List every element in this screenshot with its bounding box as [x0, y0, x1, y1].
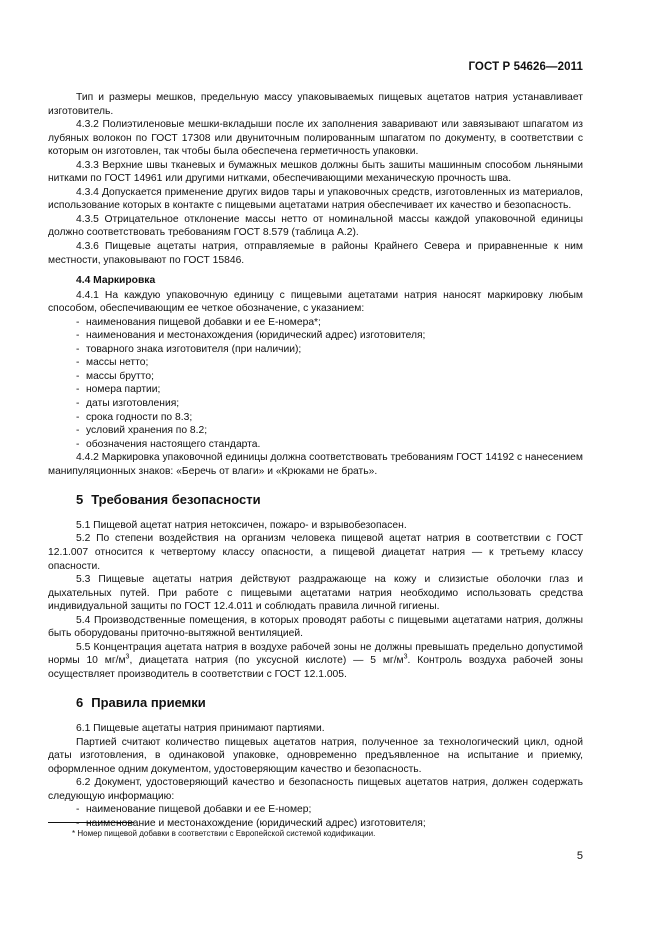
page-number: 5	[576, 850, 583, 862]
paragraph-5-3: 5.3 Пищевые ацетаты натрия действуют раздражающе на кожу и слизистые оболочки глаз и дыхательных путей. При работе с пищевыми ацетатами натрия необходимо использовать средства индивидуальной защиты по ГОСТ 12.4.011 и соблюдать правила личной гигиены.	[48, 574, 583, 613]
superscript: 3	[125, 653, 130, 661]
section-heading-5	[76, 493, 583, 507]
list-item: - наименования пищевой добавки и ее Е-номера*;	[48, 316, 583, 330]
paragraph-4-3-4: 4.3.4 Допускается применение других видов тары и упаковочных средств, изготовленных из материалов, использование которых в контакте с пищевыми ацетатами натрия обеспечивает их качество и безопасность.	[48, 186, 583, 212]
marking-list	[48, 316, 583, 451]
paragraph-6-1-batch: Партией считают количество пищевых ацетатов натрия, полученное за технологический цикл, одной даты изготовления, в одинаковой упаковке, одновременно предъявленное на испытание и приемку, оформленное одним документом, удостоверяющим качество и безопасность.	[48, 736, 583, 775]
section-number: 5	[76, 492, 84, 508]
document-info-list	[48, 803, 583, 830]
footnote-divider	[48, 822, 134, 823]
paragraph-4-4-2: 4.4.2 Маркировка упаковочной единицы должна соответствовать требованиям ГОСТ 14192 с нанесением манипуляционных знаков: «Беречь от влаги» и «Крюками не брать».	[48, 452, 583, 477]
list-item: - наименование пищевой добавки и ее Е-номер;	[48, 803, 583, 817]
paragraph-5-5: 5.5 Концентрация ацетата натрия в воздухе рабочей зоны не должны превышать предельно допустимой нормы 10 $мг/м^3$, диацетата натрия (по уксусной кислоте) — 5 $мг/м^3$. Контроль воздуха рабочей зоны осуществляет производитель в соответствии с ГОСТ 12.1.005.	[48, 641, 583, 680]
standard-header: ГОСТ Р 54626—2011	[468, 61, 583, 73]
paragraph-4-3-2: 4.3.2 Полиэтиленовые мешки-вкладыши после их заполнения заваривают или завязывают шпагатом из лубяных волокон по ГОСТ 17308 или двуниточным полированным шпагатом по документу, в соответствии с которым он изготовлен, так чтобы была обеспечена герметичность упаковки.	[48, 119, 583, 158]
paragraph-4-3-1-tail: Тип и размеры мешков, предельную массу упаковываемых пищевых ацетатов натрия устанавливает изготовитель.	[48, 92, 583, 117]
section-title: Правила приемки	[91, 695, 206, 711]
list-item: - товарного знака изготовителя (при наличии);	[48, 343, 583, 357]
list-item: - даты изготовления;	[48, 397, 583, 411]
footnote: * Номер пищевой добавки в соответствии с Европейской системой кодификации.	[72, 829, 376, 838]
list-item: - обозначения настоящего стандарта.	[48, 438, 583, 452]
paragraph-6-2: 6.2 Документ, удостоверяющий качество и безопасность пищевых ацетатов натрия, должен содержать следующую информацию:	[48, 777, 583, 802]
paragraph-5-4: 5.4 Производственные помещения, в которых проводят работы с пищевыми ацетатами натрия, должны быть оборудованы приточно-вытяжной вентиляцией.	[48, 614, 583, 640]
paragraph-4-3-3: 4.3.3 Верхние швы тканевых и бумажных мешков должны быть зашиты машинным способом льняными нитками по ГОСТ 14961 или другими нитками, обеспечивающими механическую прочность шва.	[48, 159, 583, 185]
list-item: - условий хранения по 8.2;	[48, 424, 583, 438]
list-item: - массы нетто;	[48, 356, 583, 370]
list-item: - наименование и местонахождение (юридический адрес) изготовителя;	[48, 817, 583, 831]
paragraph-4-3-5: 4.3.5 Отрицательное отклонение массы нетто от номинальной массы каждой упаковочной единицы должно соответствовать требованиям ГОСТ 8.579 (таблица А.2).	[48, 213, 583, 239]
list-item: - номера партии;	[48, 383, 583, 397]
list-item: - массы брутто;	[48, 370, 583, 384]
list-item: - наименования и местонахождения (юридический адрес) изготовителя;	[48, 329, 583, 343]
document-body	[48, 91, 583, 830]
list-item: - срока годности по 8.3;	[48, 411, 583, 425]
paragraph-4-4-1: 4.4.1 На каждую упаковочную единицу с пищевыми ацетатами натрия наносят маркировку любым способом, обеспечивающим ее четкое обозначение, с указанием:	[48, 289, 583, 315]
paragraph-5-2: 5.2 По степени воздействия на организм человека пищевой ацетат натрия в соответствии с ГОСТ 12.1.007 относится к четвертому классу опасности, а пищевой диацетат натрия — к третьему классу опасности.	[48, 533, 583, 572]
paragraph-5-1: 5.1 Пищевой ацетат натрия нетоксичен, пожаро- и взрывобезопасен.	[76, 519, 407, 531]
section-title: Требования безопасности	[91, 492, 261, 508]
section-heading-6	[76, 696, 583, 710]
paragraph-6-1: 6.1 Пищевые ацетаты натрия принимают партиями.	[76, 722, 325, 734]
superscript: 3	[403, 653, 408, 661]
subsection-heading-4-4: 4.4 Маркировка	[76, 275, 156, 287]
section-number: 6	[76, 695, 84, 711]
paragraph-4-3-6: 4.3.6 Пищевые ацетаты натрия, отправляемые в районы Крайнего Севера и приравненные к ним местности, упаковывают по ГОСТ 15846.	[48, 241, 583, 266]
